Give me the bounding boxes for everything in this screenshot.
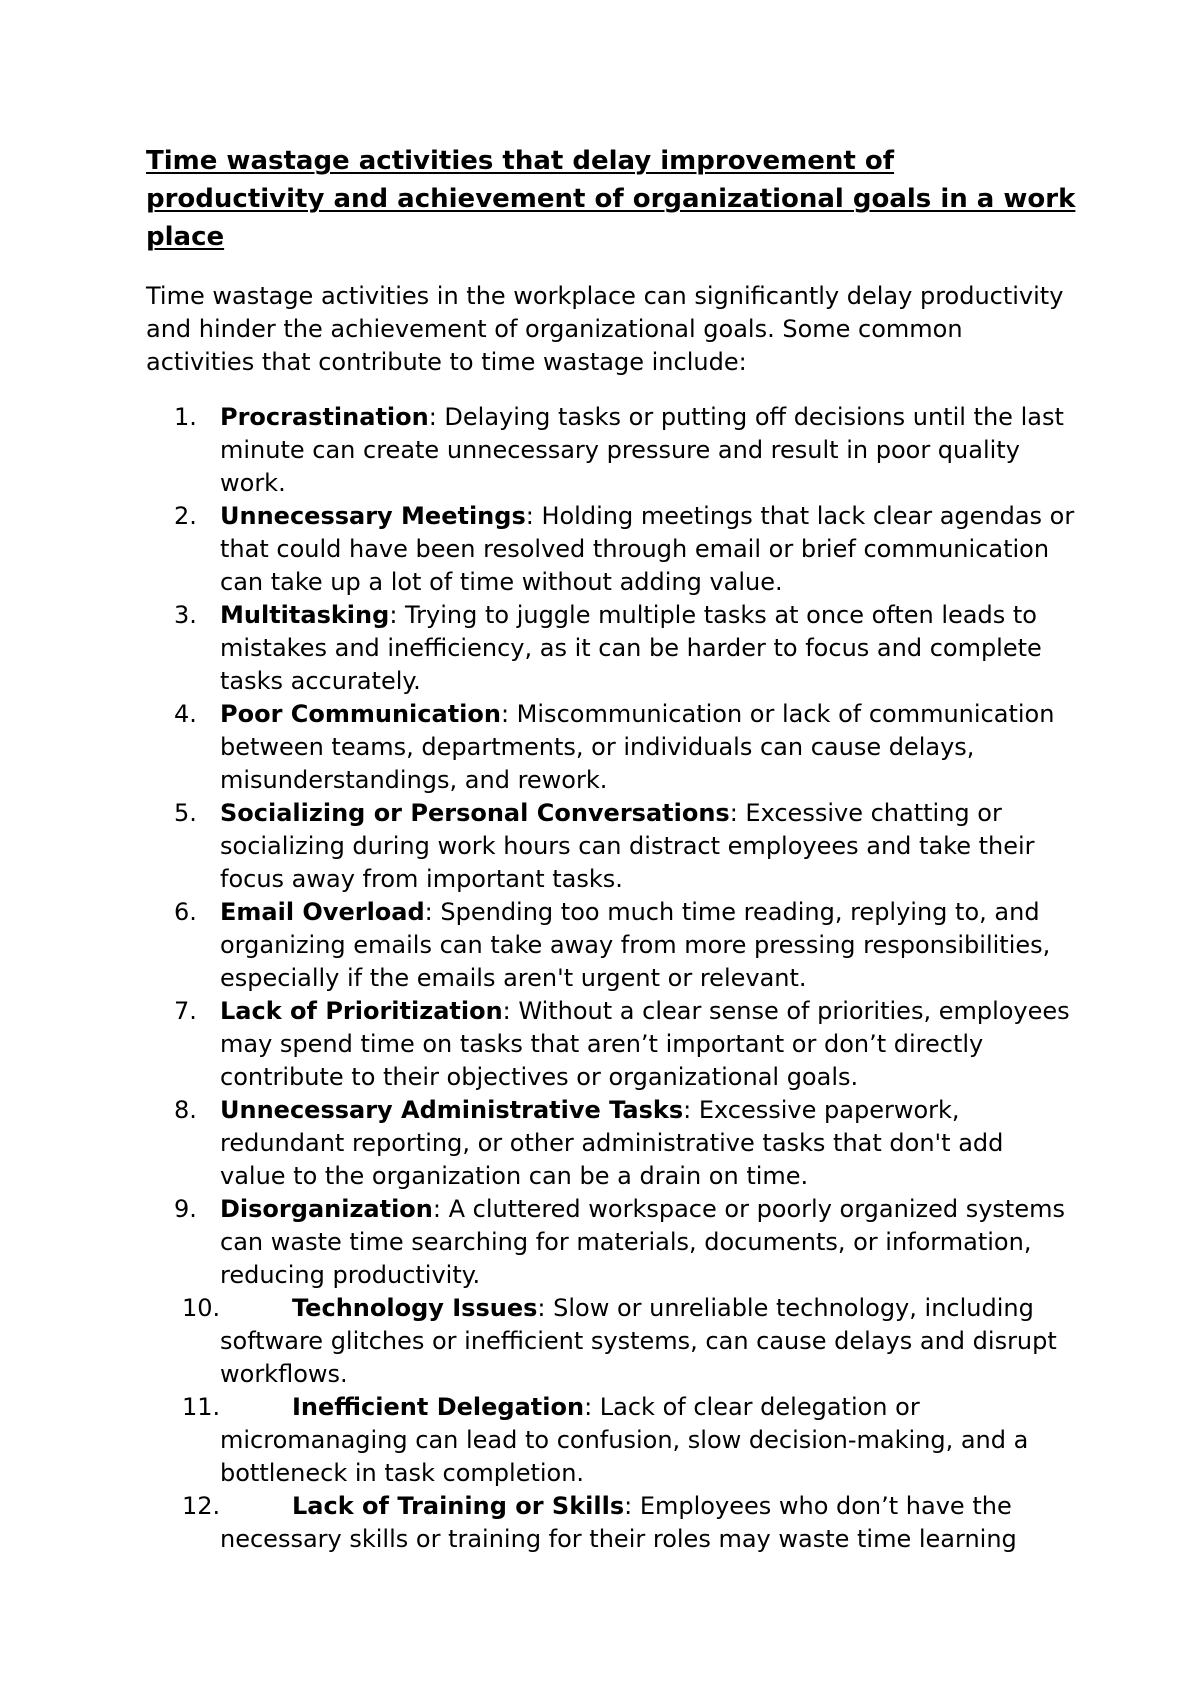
list-item [146,1292,1076,1391]
intro-paragraph: Time wastage activities in the workplace can significantly delay productivity and hinder the achievement of organizational goals. Some common activities that contribute to time wastage include: [146,282,1064,376]
list-item-number: 4. [174,700,197,728]
list-item-number: 11. [182,1393,221,1421]
list-item-number: 5. [174,799,197,827]
list-item-description: : Excessive chatting or socializing during work hours can distract employees and take their focus away from important tasks. [220,799,1035,893]
list-item [146,995,1076,1094]
list-item [146,1490,1076,1556]
list-item-number: 7. [174,997,197,1025]
list-item-term: Technology Issues [292,1294,538,1322]
list-item-number: 6. [174,898,197,926]
list-item [146,797,1076,896]
list-item-description: : Lack of clear delegation or micromanaging can lead to confusion, slow decision-making, and a bottleneck in task completion. [220,1393,1029,1487]
list-item-term: Inefficient Delegation [292,1393,585,1421]
document-body [146,142,1076,1556]
list-item-number: 1. [174,403,197,431]
list-item-term: Procrastination [220,403,429,431]
list-item [146,401,1076,500]
list-item-term: Lack of Training or Skills [292,1492,625,1520]
time-wastage-list [146,401,1076,1556]
list-item-description: : Slow or unreliable technology, including software glitches or inefficient systems, can cause delays and disrupt workflows. [220,1294,1057,1388]
list-item-description: : Excessive paperwork, redundant reporting, or other administrative tasks that don't add value to the organization can be a drain on time. [220,1096,1004,1190]
list-item-description: : Without a clear sense of priorities, employees may spend time on tasks that aren’t important or don’t directly contribute to their objectives or organizational goals. [220,997,1070,1091]
list-item-number: 8. [174,1096,197,1124]
list-item [146,896,1076,995]
list-item [146,1193,1076,1292]
list-item [146,698,1076,797]
list-item-term: Disorganization [220,1195,433,1223]
list-item-term: Poor Communication [220,700,501,728]
list-item-description: : Trying to juggle multiple tasks at once often leads to mistakes and inefficiency, as it can be harder to focus and complete tasks accurately. [220,601,1042,695]
list-item-term: Socializing or Personal Conversations [220,799,730,827]
list-item-term: Unnecessary Meetings [220,502,526,530]
list-item [146,1094,1076,1193]
list-item-description: : Holding meetings that lack clear agendas or that could have been resolved through email or brief communication can take up a lot of time without adding value. [220,502,1075,596]
list-item-number: 3. [174,601,197,629]
list-item-description: : Spending too much time reading, replying to, and organizing emails can take away from more pressing responsibilities, especially if the emails aren't urgent or relevant. [220,898,1051,992]
list-item-description: : Employees who don’t have the necessary skills or training for their roles may waste time learning [220,1492,1017,1553]
list-item-term: Email Overload [220,898,425,926]
list-item-number: 9. [174,1195,197,1223]
document-title: Time wastage activities that delay improvement of productivity and achievement of organizational goals in a work place [146,146,1076,252]
list-item-description: : Miscommunication or lack of communication between teams, departments, or individuals can cause delays, misunderstandings, and rework. [220,700,1055,794]
list-item-number: 10. [182,1294,221,1322]
list-item [146,500,1076,599]
list-item [146,1391,1076,1490]
list-item-term: Lack of Prioritization [220,997,503,1025]
list-item-number: 12. [182,1492,221,1520]
list-item-description: : Delaying tasks or putting off decisions until the last minute can create unnecessary pressure and result in poor quality work. [220,403,1064,497]
list-item-term: Unnecessary Administrative Tasks [220,1096,684,1124]
list-item [146,599,1076,698]
list-item-description: : A cluttered workspace or poorly organized systems can waste time searching for materials, documents, or information, reducing productivity. [220,1195,1065,1289]
list-item-number: 2. [174,502,197,530]
list-item-term: Multitasking [220,601,390,629]
